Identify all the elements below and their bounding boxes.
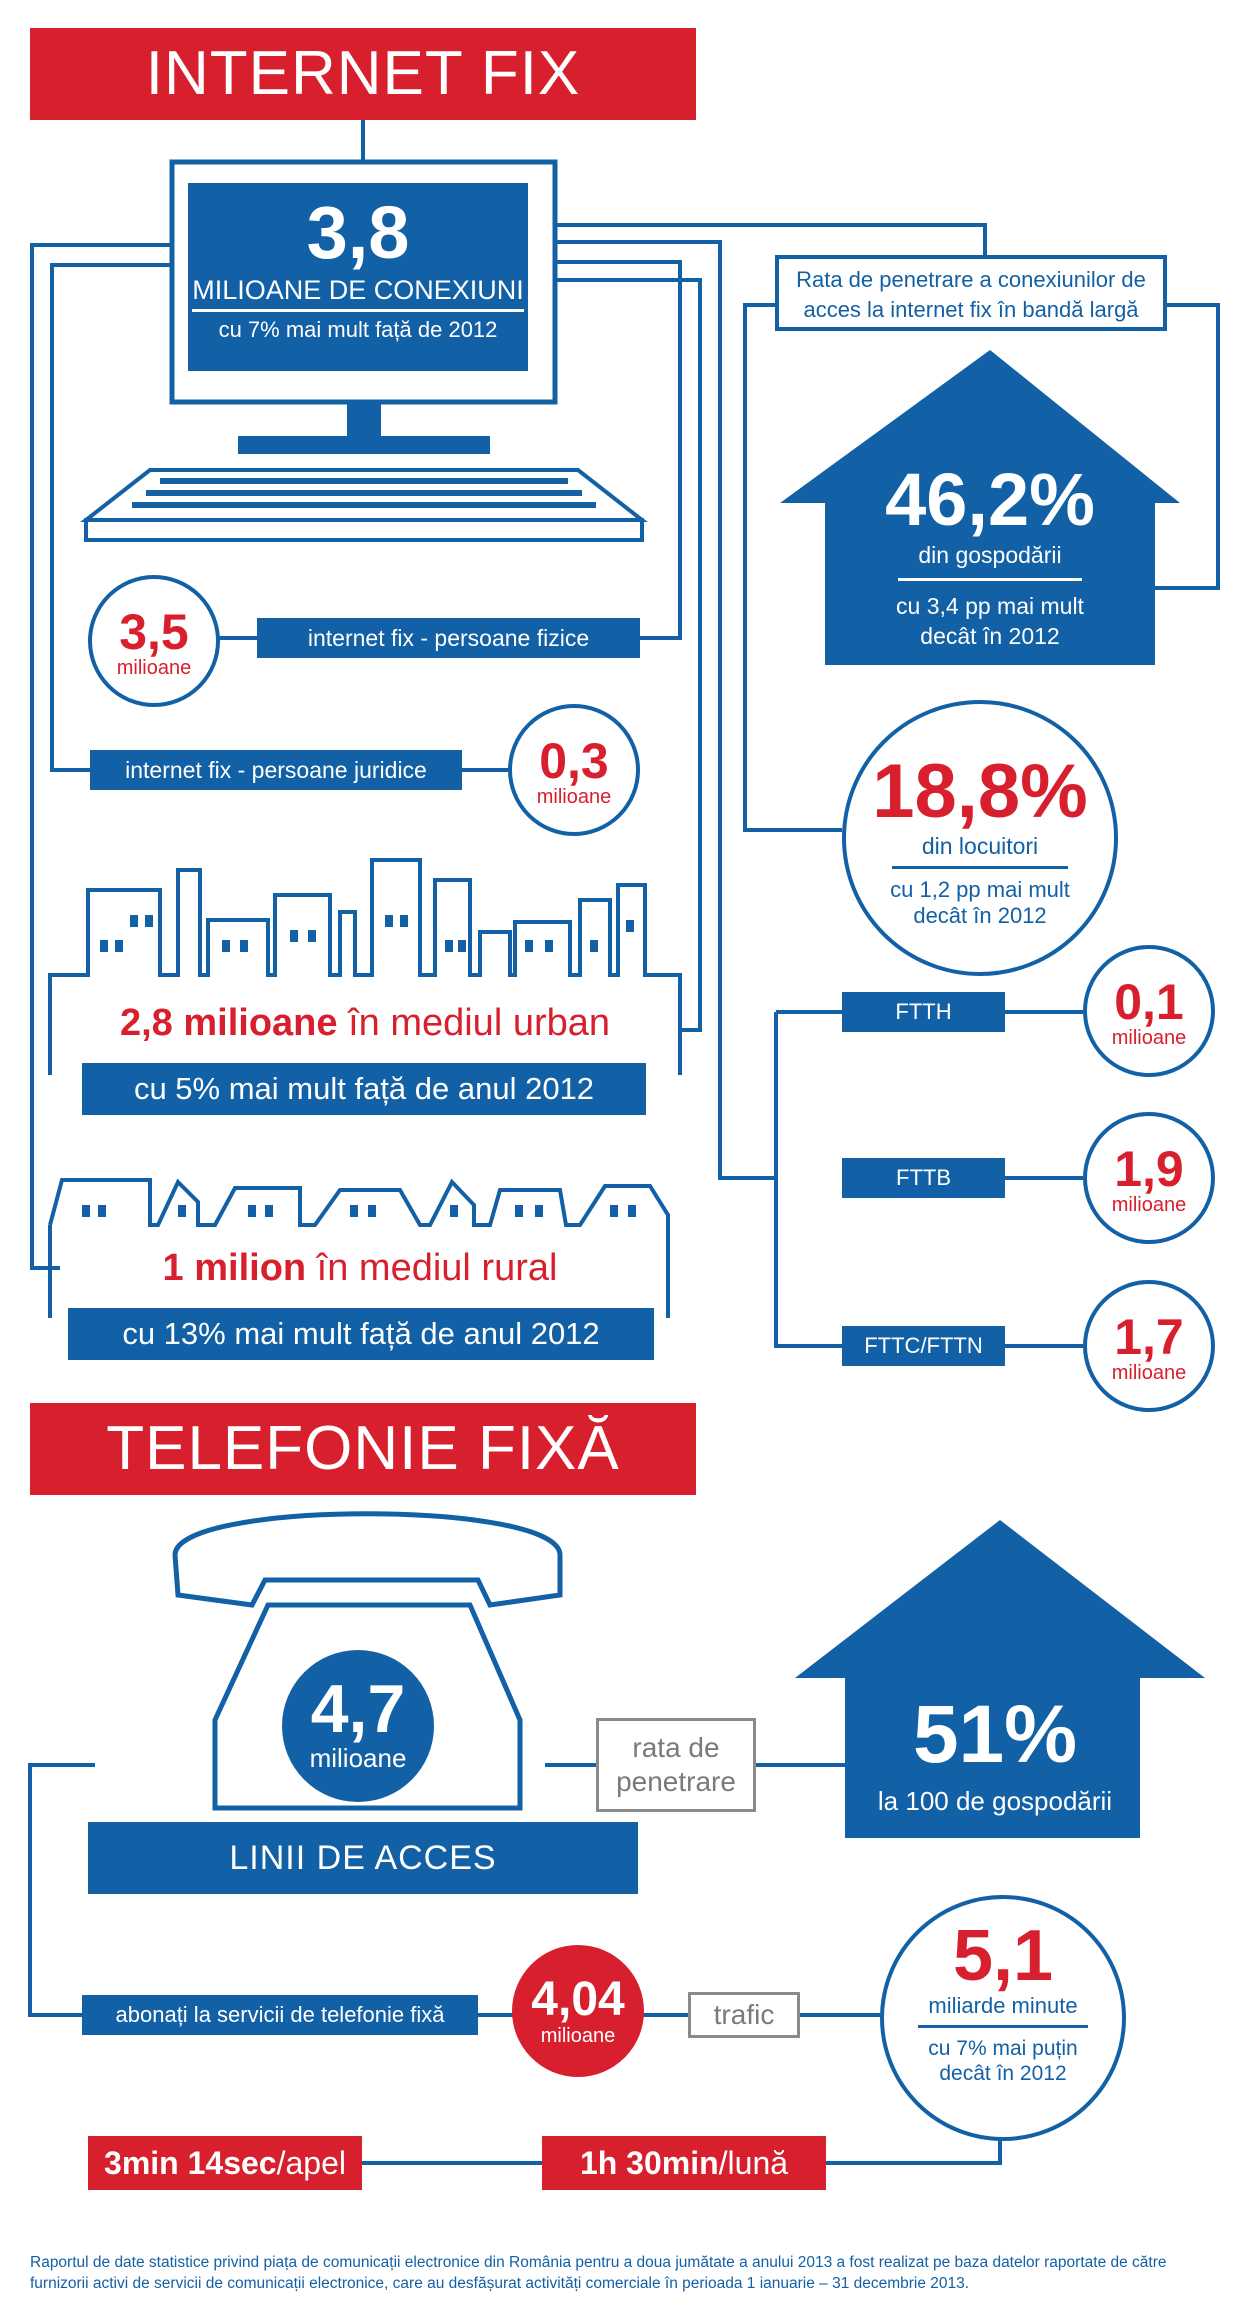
households-value: 46,2% xyxy=(885,458,1095,541)
fiber-fttb-circle xyxy=(1083,1112,1215,1244)
companies-circle xyxy=(508,704,640,836)
lines-label: LINII DE ACCES xyxy=(88,1822,638,1894)
footnote: Raportul de date statistice privind piața de comunicații electronice din România pentru a doua jumătate a anului 2013 a fost realizat pe baza datelor raportate de către furnizorii activi de servicii de comunicații electronice, care au desfășurat activități comerciale în perioada 1 ianuarie – 31 decembrie 2013. xyxy=(30,2254,1167,2292)
fiber-fttc-unit: milioane xyxy=(1111,1362,1187,1384)
per-call-bar xyxy=(88,2136,362,2190)
urban-text xyxy=(50,1000,680,1046)
fiber-fttb-unit: milioane xyxy=(1111,1194,1187,1216)
per-month-suffix: /lună xyxy=(718,2145,789,2181)
urban-suffix: în mediul urban xyxy=(337,1002,611,1044)
phone-households-value: 51% xyxy=(912,1689,1078,1780)
households-block xyxy=(830,460,1150,651)
rural-value: 1 milion xyxy=(162,1247,307,1289)
companies-value: 0,3 xyxy=(539,733,609,789)
companies-label: internet fix - persoane juridice xyxy=(90,750,462,790)
total-connections-delta: cu 7% mai mult față de 2012 xyxy=(218,317,498,342)
companies-unit: milioane xyxy=(536,786,612,808)
fiber-fttc-label: FTTC/FTTN xyxy=(842,1326,1005,1366)
traffic-label: trafic xyxy=(688,1992,800,2038)
urban-delta: cu 5% mai mult față de anul 2012 xyxy=(82,1063,646,1115)
minutes-delta: cu 7% mai puțin decât în 2012 xyxy=(928,2037,1078,2085)
section-header-internet: INTERNET FIX xyxy=(30,28,696,120)
per-call-value: 3min 14sec xyxy=(104,2145,277,2181)
fiber-fttb-value: 1,9 xyxy=(1114,1141,1184,1197)
total-connections-value: 3,8 xyxy=(306,191,410,274)
minutes-label: miliarde minute xyxy=(918,1993,1087,2028)
section-header-telephony: TELEFONIE FIXĂ xyxy=(30,1403,696,1495)
fiber-ftth-value: 0,1 xyxy=(1114,974,1184,1030)
rate-label: rata de penetrare xyxy=(596,1718,756,1812)
inhabitants-delta: cu 1,2 pp mai mult decât în 2012 xyxy=(890,877,1070,928)
urban-value: 2,8 milioane xyxy=(119,1002,338,1044)
fiber-fttc-value: 1,7 xyxy=(1114,1309,1184,1365)
fiber-fttc-circle xyxy=(1083,1280,1215,1412)
subscribers-circle xyxy=(512,1945,644,2077)
households-delta: cu 3,4 pp mai mult decât în 2012 xyxy=(896,593,1084,649)
inhabitants-value: 18,8% xyxy=(872,749,1088,834)
subscribers-value: 4,04 xyxy=(531,1973,625,2026)
fiber-ftth-label: FTTH xyxy=(842,992,1005,1032)
rural-text xyxy=(50,1245,670,1291)
subscribers-label: abonați la servicii de telefonie fixă xyxy=(82,1995,478,2035)
inhabitants-circle xyxy=(842,700,1118,976)
households-label: din gospodării xyxy=(898,540,1081,581)
fiber-fttb-label: FTTB xyxy=(842,1158,1005,1198)
phone-households-label: la 100 de gospodării xyxy=(877,1786,1113,1816)
minutes-circle xyxy=(880,1895,1126,2141)
fiber-ftth-unit: milioane xyxy=(1111,1027,1187,1049)
per-month-bar xyxy=(542,2136,826,2190)
minutes-value: 5,1 xyxy=(952,1916,1054,1996)
rural-delta: cu 13% mai mult față de anul 2012 xyxy=(68,1308,654,1360)
subscribers-unit: milioane xyxy=(540,2025,616,2047)
penetration-title: Rata de penetrare a conexiunilor de acces la internet fix în bandă largă xyxy=(775,255,1167,331)
individuals-circle xyxy=(88,575,220,707)
per-month-value: 1h 30min xyxy=(579,2145,719,2181)
individuals-value: 3,5 xyxy=(119,604,189,660)
lines-unit: milioane xyxy=(309,1743,407,1773)
phone-households-block xyxy=(850,1690,1140,1816)
individuals-label: internet fix - persoane fizice xyxy=(257,618,640,658)
fiber-ftth-circle xyxy=(1083,945,1215,1077)
monitor-screen xyxy=(188,183,528,371)
inhabitants-label: din locuitori xyxy=(892,832,1068,869)
lines-circle xyxy=(282,1650,434,1802)
rural-suffix: în mediul rural xyxy=(306,1247,558,1289)
lines-value: 4,7 xyxy=(310,1671,406,1747)
total-connections-label: MILIOANE DE CONEXIUNI xyxy=(192,275,524,312)
per-call-suffix: /apel xyxy=(276,2145,346,2181)
individuals-unit: milioane xyxy=(116,657,192,679)
